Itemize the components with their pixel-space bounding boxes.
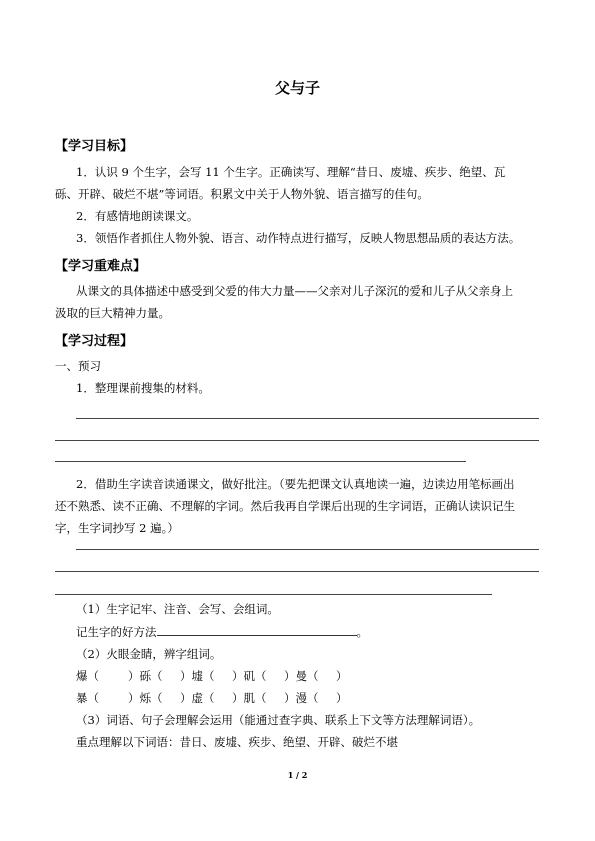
goal-line-2: 砾、开辟、破烂不堪”等词语。积累文中关于人物外貌、语言描写的佳句。 — [55, 187, 429, 201]
page-number: 1 / 2 — [287, 770, 308, 780]
goal-line-3: 2．有感情地朗读课文。 — [76, 209, 199, 223]
char-cell: ）墟（ — [180, 669, 215, 683]
answer-line[interactable] — [76, 418, 539, 419]
method-blank[interactable] — [157, 624, 357, 636]
char-row-2 — [76, 690, 348, 706]
char-row-1 — [76, 668, 348, 684]
document-title: 父与子 — [274, 79, 320, 97]
char-cell: ）砾（ — [128, 669, 163, 683]
goal-line-4: 3．领悟作者抓住人物外貌、语言、动作特点进行描写，反映人物思想品质的表达方法。 — [76, 231, 521, 245]
key-line-1: 从课文的具体描述中感受到父爱的伟大力量——父亲对儿子深沉的爱和儿子从父亲身上 — [76, 284, 513, 298]
key-heading: 【学习重难点】 — [55, 259, 147, 274]
char-cell: ）肌（ — [232, 691, 267, 705]
answer-line[interactable] — [55, 571, 539, 572]
item-1: 1．整理课前搜集的材料。 — [76, 381, 210, 395]
char-cell: ）烁（ — [128, 691, 163, 705]
char-cell: ）曼（ — [284, 669, 319, 683]
preview-heading: 一、预习 — [55, 359, 101, 373]
answer-line[interactable] — [55, 594, 492, 595]
key-line-2: 汲取的巨大精神力量。 — [55, 306, 170, 320]
sub-item-2: （2）火眼金睛，辨字组词。 — [76, 647, 222, 661]
goal-line-1: 1．认识 9 个生字，会写 11 个生字。正确读写、理解“昔日、废墟、疾步、绝望、瓦 — [76, 165, 506, 179]
answer-line[interactable] — [55, 461, 466, 462]
key-words-line: 重点理解以下词语：昔日、废墟、疾步、绝望、开辟、破烂不堪 — [76, 735, 398, 749]
item-2-line-2: 还不熟悉、读不正确、不理解的字词。然后我再自学课后出现的生字词语，正确认读识记生 — [55, 499, 515, 513]
char-cell: ） — [336, 669, 348, 683]
method-end: 。 — [356, 625, 368, 639]
sub-item-1: （1）生字记牢、注音、会写、会组词。 — [76, 602, 279, 616]
answer-line[interactable] — [55, 440, 539, 441]
item-2-line-3: 字，生字词抄写 2 遍。） — [55, 521, 179, 535]
char-cell: 爆（ — [76, 669, 99, 683]
char-cell: ） — [336, 691, 348, 705]
char-cell: ）矶（ — [232, 669, 267, 683]
sub-item-3: （3）词语、句子会理解会运用（能通过查字典、联系上下文等方法理解词语）。 — [76, 713, 481, 727]
char-cell: 暴（ — [76, 691, 99, 705]
char-cell: ）虚（ — [180, 691, 215, 705]
process-heading: 【学习过程】 — [55, 334, 134, 349]
item-2-line-1: 2．借助生字读音读通课文，做好批注。（要先把课文认真地读一遍，边读边用笔标画出 — [76, 477, 515, 491]
char-cell: ）漫（ — [284, 691, 319, 705]
method-label: 记生字的好方法 — [76, 625, 157, 639]
method-line — [76, 624, 368, 640]
answer-line[interactable] — [76, 549, 539, 550]
goals-heading: 【学习目标】 — [55, 139, 134, 154]
